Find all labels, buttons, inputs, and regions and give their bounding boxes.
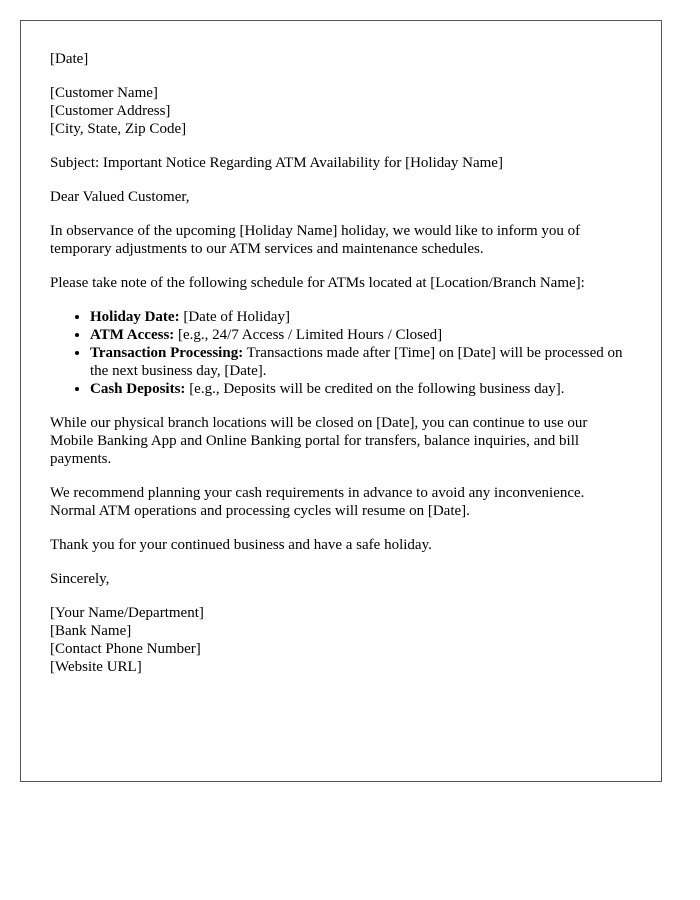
schedule-item-cash-deposits	[90, 380, 633, 398]
schedule-item-label: Cash Deposits:	[90, 381, 186, 397]
recipient-street: [Customer Address]	[50, 103, 171, 119]
schedule-item-value: [e.g., 24/7 Access / Limited Hours / Closed]	[174, 327, 443, 343]
recommendation: We recommend planning your cash requirements in advance to avoid any inconvenience. Normal ATM operations and processing cycles will resume on [Date].	[50, 485, 585, 519]
letter-intro: In observance of the upcoming [Holiday Name] holiday, we would like to inform you of temporary adjustments to our ATM services and maintenance schedules.	[50, 223, 581, 257]
schedule-item-holiday-date	[90, 308, 633, 326]
branch-note: While our physical branch locations will be closed on [Date], you can continue to use our Mobile Banking App and Online Banking portal for transfers, balance inquiries, and bill payments.	[50, 415, 588, 467]
recipient-address	[50, 84, 633, 138]
signature-bank: [Bank Name]	[50, 623, 132, 639]
signature-name: [Your Name/Department]	[50, 605, 204, 621]
schedule-item-atm-access	[90, 326, 633, 344]
thanks-line: Thank you for your continued business and have a safe holiday.	[50, 537, 432, 553]
schedule-item-label: Holiday Date:	[90, 309, 180, 325]
signature-phone: [Contact Phone Number]	[50, 641, 201, 657]
schedule-item-value: [Date of Holiday]	[179, 309, 290, 325]
schedule-item-label: ATM Access:	[90, 327, 175, 343]
recipient-name: [Customer Name]	[50, 85, 158, 101]
letter-salutation: Dear Valued Customer,	[50, 189, 190, 205]
closing: Sincerely,	[50, 571, 110, 587]
letter-page	[20, 20, 662, 782]
recipient-city: [City, State, Zip Code]	[50, 121, 187, 137]
letter-date: [Date]	[50, 51, 89, 67]
signature-block	[50, 604, 633, 676]
schedule-item-transaction-processing	[90, 344, 633, 380]
letter-subject: Subject: Important Notice Regarding ATM Availability for [Holiday Name]	[50, 155, 503, 171]
schedule-intro: Please take note of the following schedule for ATMs located at [Location/Branch Name]:	[50, 275, 585, 291]
schedule-item-label: Transaction Processing:	[90, 345, 244, 361]
schedule-list	[50, 308, 633, 398]
schedule-item-value: Transactions made after [Time] on [Date] will be processed on the next business day, [Date].	[90, 345, 623, 379]
signature-website: [Website URL]	[50, 659, 142, 675]
schedule-item-value: [e.g., Deposits will be credited on the following business day].	[185, 381, 565, 397]
